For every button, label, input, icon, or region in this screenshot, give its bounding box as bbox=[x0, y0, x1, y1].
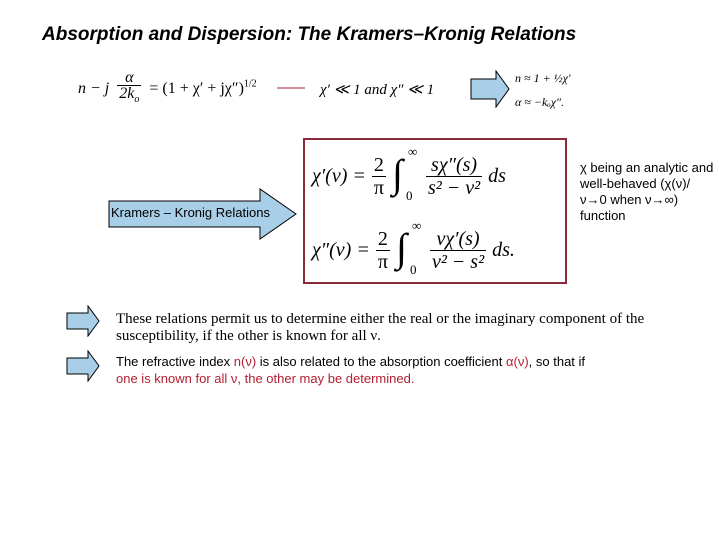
eq1-lhs: χ′(ν) = bbox=[312, 164, 366, 187]
eq2-integral bbox=[395, 218, 424, 278]
alpha-fraction bbox=[117, 70, 141, 108]
eq1-num: sχ″(s) bbox=[431, 153, 478, 176]
eq2-upper: ∞ bbox=[411, 218, 422, 233]
top-equation bbox=[78, 70, 257, 108]
analytic-note: χ being an analytic and well-behaved (χ(ν)/ν→0 when ν→∞) function bbox=[580, 160, 714, 223]
para2-c: is also related to the absorption coefficient bbox=[256, 354, 506, 369]
result-line-1: n ≈ 1 + ½χ′ bbox=[515, 71, 571, 85]
kk-arrow-label: Kramers – Kronig Relations bbox=[111, 205, 270, 220]
eq2-end: ds. bbox=[492, 238, 515, 261]
eq1-coef-num: 2 bbox=[373, 153, 384, 176]
integral-sign-icon: ∫ bbox=[391, 151, 403, 196]
para2-n: n(ν) bbox=[233, 354, 257, 369]
eq1-den: s² − ν² bbox=[427, 176, 481, 199]
result-equations bbox=[515, 66, 571, 114]
eq1-integral bbox=[391, 144, 420, 204]
condition-text: χ′ ≪ 1 and χ″ ≪ 1 bbox=[320, 82, 435, 98]
eq1-lower: 0 bbox=[405, 188, 413, 203]
eq2-lower: 0 bbox=[409, 262, 417, 277]
integral-sign-icon: ∫ bbox=[395, 225, 407, 270]
kk-equation-2 bbox=[312, 218, 515, 278]
eq1-integrand bbox=[426, 154, 482, 199]
small-arrow bbox=[277, 83, 307, 93]
eq1-end: ds bbox=[488, 164, 506, 187]
para2-e: , so that if bbox=[528, 354, 586, 369]
eq2-coef-den: π bbox=[377, 250, 388, 273]
eq-rhs: = (1 + χ′ + jχ″) bbox=[149, 79, 244, 97]
result-line-2: α ≈ −kₒχ″. bbox=[515, 95, 565, 109]
bullet-arrow-icon bbox=[66, 305, 100, 337]
eq2-integrand bbox=[430, 228, 486, 273]
eq2-lhs: χ″(ν) = bbox=[312, 238, 370, 261]
eq2-den: ν² − s² bbox=[431, 250, 485, 273]
relations-paragraph: These relations permit us to determine either the real or the imaginary component of the susceptibility, if the other is known for all ν. bbox=[116, 311, 645, 344]
eq2-num: νχ′(s) bbox=[436, 227, 480, 250]
para2-f: one is known for all ν, the other may be determined. bbox=[116, 371, 415, 386]
para2-alpha: α(ν) bbox=[505, 354, 529, 369]
alpha-numerator: α bbox=[125, 69, 134, 86]
slide-title: Absorption and Dispersion: The Kramers–Kronig Relations bbox=[42, 24, 577, 45]
right-arrow-icon bbox=[470, 70, 510, 108]
eq1-coef-den: π bbox=[373, 176, 384, 199]
den-k: 2k bbox=[119, 85, 135, 102]
kk-equation-1 bbox=[312, 144, 506, 204]
eq1-upper: ∞ bbox=[407, 144, 418, 159]
eq1-coef bbox=[372, 154, 386, 199]
para2-a: The refractive index bbox=[116, 354, 234, 369]
eq2-coef bbox=[376, 228, 390, 273]
eq-exponent: 1/2 bbox=[243, 78, 257, 90]
alpha-denominator bbox=[117, 85, 141, 108]
eq-lhs-n: n − j bbox=[78, 79, 110, 97]
bullet-arrow-icon bbox=[66, 350, 100, 382]
refractive-index-paragraph bbox=[116, 353, 586, 387]
den-sub: o bbox=[134, 94, 140, 106]
eq2-coef-num: 2 bbox=[377, 227, 388, 250]
